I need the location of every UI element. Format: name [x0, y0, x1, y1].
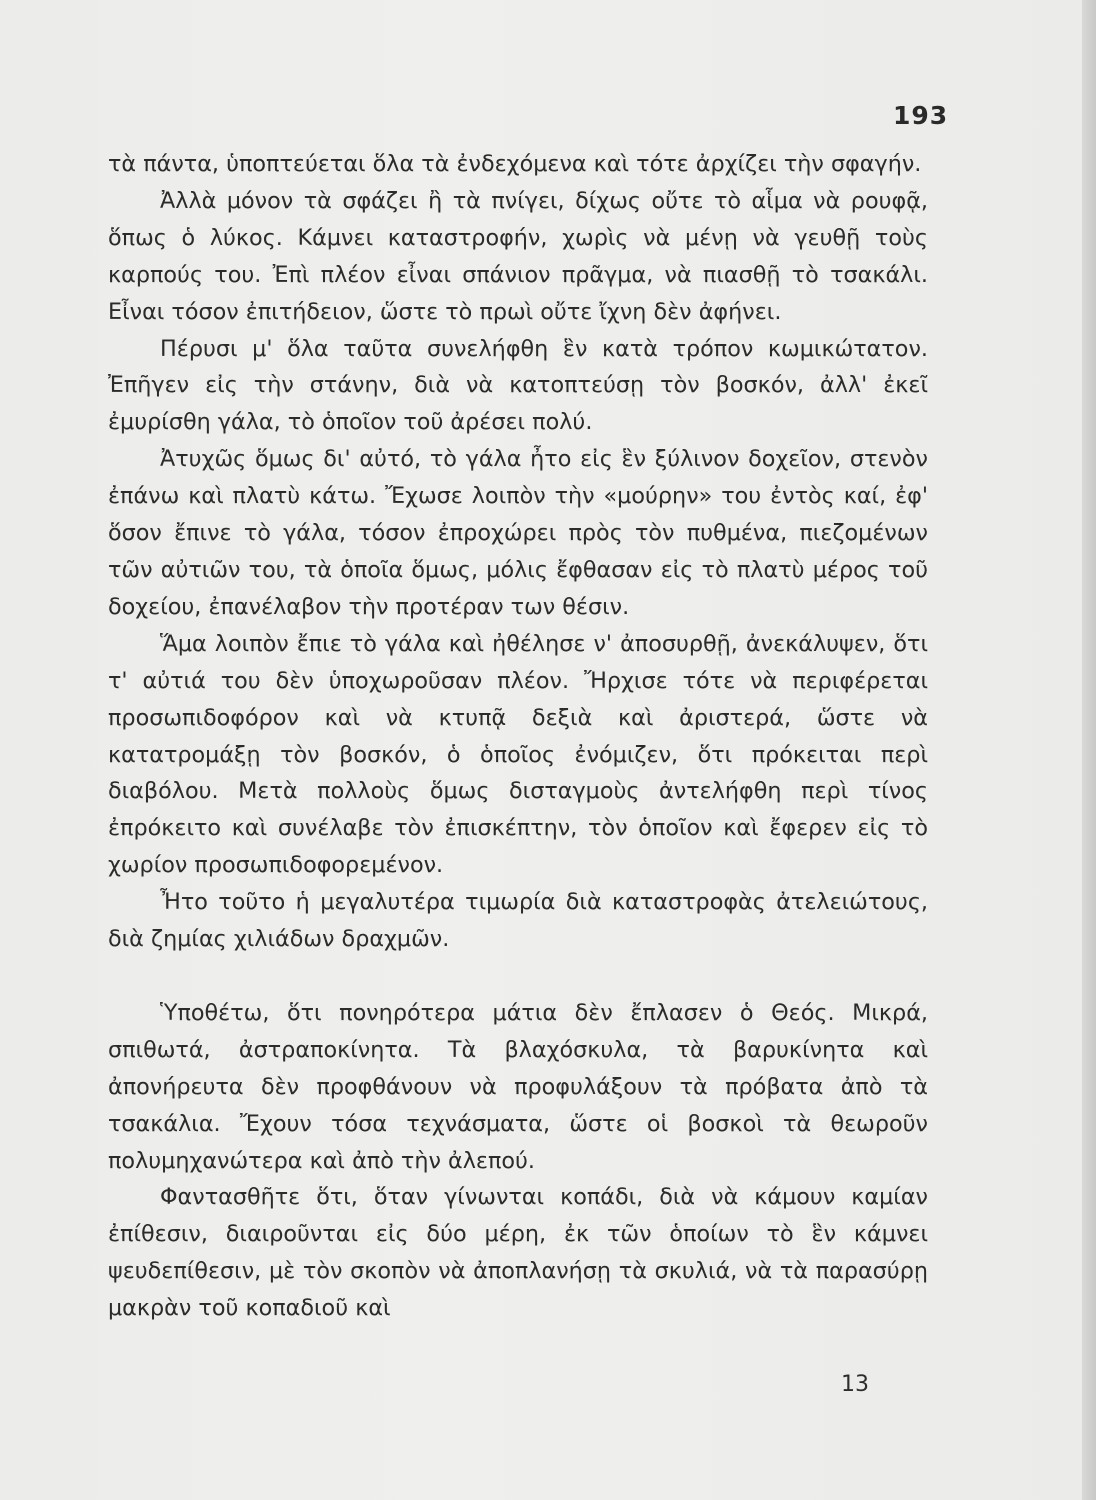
paragraph: Πέρυσι μ' ὅλα ταῦτα συνελήφθη ἓν κατὰ τρόπον κωμικώτατον. Ἐπῆγεν εἰς τὴν στάνην, διὰ νὰ κατοπτεύσῃ τὸν βοσκόν, ἀλλ' ἐκεῖ ἐμυρίσθη γάλα, τὸ ὁποῖον τοῦ ἀρέσει πολύ.	[108, 335, 928, 436]
paragraph: Ὑποθέτω, ὅτι πονηρότερα μάτια δὲν ἔπλασεν ὁ Θεός. Μικρά, σπιθωτά, ἀστραποκίνητα. Τὰ βλαχόσκυλα, τὰ βαρυκίνητα καὶ ἀπονήρευτα δὲν προφθάνουν νὰ προφυλάξουν τὰ πρόβατα ἀπὸ τὰ τσακάλια. Ἔχουν τόσα τεχνάσματα, ὥστε οἱ βοσκοὶ τὰ θεωροῦν πολυμηχανώτερα καὶ ἀπὸ τὴν ἀλεπού.	[108, 999, 928, 1174]
paragraph: Ἀλλὰ μόνον τὰ σφάζει ἢ τὰ πνίγει, δίχως οὔτε τὸ αἷμα νὰ ρουφᾷ, ὅπως ὁ λύκος. Κάμνει καταστροφήν, χωρὶς νὰ μένῃ νὰ γευθῇ τοὺς καρπούς του. Ἐπὶ πλέον εἶναι σπάνιον πρᾶγμα, νὰ πιασθῇ τὸ τσακάλι. Εἶναι τόσον ἐπιτήδειον, ὥστε τὸ πρωὶ οὔτε ἴχνη δὲν ἀφήνει.	[108, 187, 928, 325]
section-gap	[108, 958, 928, 995]
paragraph: Ἀτυχῶς ὅμως δι' αὐτό, τὸ γάλα ἦτο εἰς ἓν ξύλινον δοχεῖον, στενὸν ἐπάνω καὶ πλατὺ κάτω. Ἔχωσε λοιπὸν τὴν «μούρην» του ἐντὸς καί, ἐφ' ὅσον ἔπινε τὸ γάλα, τόσον ἐπροχώρει πρὸς τὸν πυθμένα, πιεζομένων τῶν αὐτιῶν του, τὰ ὁποῖα ὅμως, μόλις ἔφθασαν εἰς τὸ πλατὺ μέρος τοῦ δοχείου, ἐπανέλαβον τὴν προτέραν των θέσιν.	[108, 446, 928, 620]
signature-mark: 13	[841, 1372, 869, 1397]
paragraph: Φαντασθῆτε ὅτι, ὅταν γίνωνται κοπάδι, διὰ νὰ κάμουν καμίαν ἐπίθεσιν, διαιροῦνται εἰς δύο μέρη, ἐκ τῶν ὁποίων τὸ ἓν κάμνει ψευδεπίθεσιν, μὲ τὸν σκοπὸν νὰ ἀποπλανήσῃ τὰ σκυλιά, νὰ τὰ παρασύρῃ μακρὰν τοῦ κοπαδιοῦ καὶ	[108, 1184, 928, 1322]
paragraph: Ἦτο τοῦτο ἡ μεγαλυτέρα τιμωρία διὰ καταστροφὰς ἀτελειώτους, διὰ ζημίας χιλιάδων δραχμῶν.	[108, 889, 928, 953]
paragraph-continued: τὰ πάντα, ὑποπτεύεται ὅλα τὰ ἐνδεχόμενα καὶ τότε ἀρχίζει τὴν σφαγήν.	[108, 151, 922, 177]
body-text	[108, 146, 928, 1327]
page-number: 193	[893, 101, 949, 130]
paragraph: Ἅμα λοιπὸν ἔπιε τὸ γάλα καὶ ἠθέλησε ν' ἀποσυρθῇ, ἀνεκάλυψεν, ὅτι τ' αὐτιά του δὲν ὑποχωροῦσαν πλέον. Ἤρχισε τότε νὰ περιφέρεται προσωπιδοφόρον καὶ νὰ κτυπᾷ δεξιὰ καὶ ἀριστερά, ὥστε νὰ κατατρομάξῃ τὸν βοσκόν, ὁ ὁποῖος ἐνόμιζεν, ὅτι πρόκειται περὶ διαβόλου. Μετὰ πολλοὺς ὅμως δισταγμοὺς ἀντελήφθη περὶ τίνος ἐπρόκειτο καὶ συνέλαβε τὸν ἐπισκέπτην, τὸν ὁποῖον καὶ ἔφερεν εἰς τὸ χωρίον προσωπιδοφορεμένον.	[108, 630, 928, 879]
page-edge	[1082, 0, 1096, 1500]
